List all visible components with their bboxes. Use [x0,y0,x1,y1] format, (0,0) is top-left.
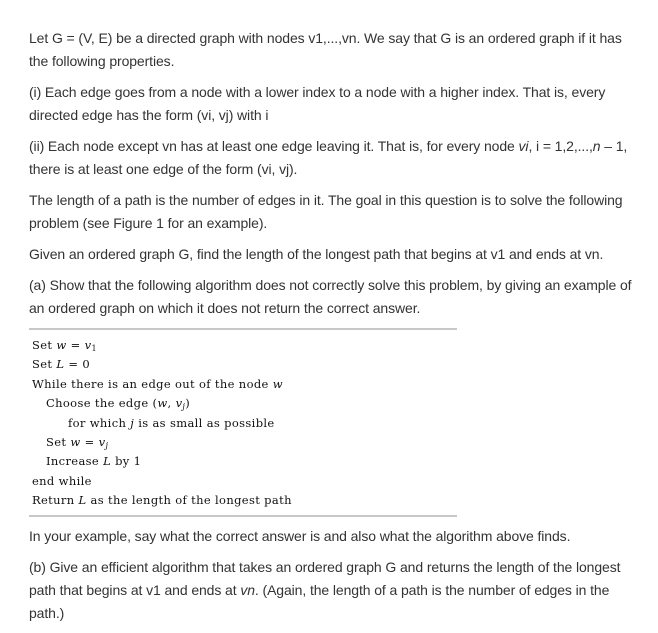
property-ii-node: vi [518,138,529,154]
algorithm-text: While there is an edge out of the node [32,376,273,391]
algorithm-variable: L [56,357,65,372]
algorithm-text: Return [32,493,79,508]
algorithm-text: by 1 [111,454,142,469]
algorithm-variable: j [130,415,135,430]
algorithm-line-2 [32,355,457,374]
algorithm-line-7 [32,452,457,471]
part-b-paragraph [29,556,634,625]
property-ii-text-start: (ii) Each node except vn has at least one edge leaving it. That is, for every node [29,138,519,154]
part-b-text-end: . (Again, the length of a path is the number of edges in the path.) [29,581,610,621]
property-ii-text-end: – 1, there is at least one edge of the form (vi, vj). [29,138,628,177]
algorithm-line-9 [32,491,457,510]
algorithm-subscript: j [105,440,109,450]
algorithm-variable: w [157,396,168,411]
algorithm-line-3 [32,375,457,394]
algorithm-text: Increase [46,454,104,469]
algorithm-variable: w [70,434,81,449]
intro-paragraph: Let G = (V, E) be a directed graph with nodes v1,...,vn. We say that G is an ordered graph if it has the following properties. [29,30,622,69]
example-note-paragraph: In your example, say what the correct answer is and also what the algorithm above finds. [29,527,571,544]
algorithm-line-5 [32,414,457,433]
property-ii-paragraph [29,135,634,181]
algorithm-text: = 0 [64,357,91,372]
algorithm-variable: w [272,376,283,391]
algorithm-variable: w [56,338,67,352]
part-b-text-start: (b) Give an efficient algorithm that takes an ordered graph G and returns the length of the longest path that begins at v1 and ends at [29,558,621,598]
algorithm-text: is as small as possible [134,415,275,430]
property-ii-text-mid: , i = 1,2,..., [528,138,593,154]
length-definition-paragraph: The length of a path is the number of edges in it. The goal in this question is to solve the following problem (see Figure 1 for an example). [29,192,623,231]
algorithm-text: as the length of the longest path [86,493,292,508]
algorithm-line-1 [32,336,457,355]
algorithm-variable: L [103,454,112,469]
algorithm-text: ) [185,396,191,411]
algorithm-text: , [167,396,176,411]
algorithm-keyword: Set [32,357,57,372]
algorithm-operator: = [80,434,99,449]
part-a-paragraph: (a) Show that the following algorithm does not correctly solve this problem, by giving an example of an ordered graph on which it does not return the correct answer. [29,277,632,316]
algorithm-variable: v [175,396,183,411]
algorithm-subscript: j [182,402,186,412]
algorithm-variable: v [84,338,92,352]
algorithm-keyword: Set [32,338,57,352]
algorithm-subscript: 1 [91,344,97,353]
algorithm-block [29,328,457,517]
problem-statement-paragraph: Given an ordered graph G, find the length of the longest path that begins at v1 and ends at vn. [29,246,604,262]
problem-document [29,27,634,633]
algorithm-text: for which [68,415,131,430]
algorithm-variable: L [78,493,87,508]
algorithm-text: end while [32,473,92,488]
algorithm-line-8 [32,472,457,491]
algorithm-operator: = [66,338,85,352]
algorithm-variable: v [98,434,106,449]
algorithm-line-4 [32,394,457,413]
algorithm-line-6 [32,433,457,452]
algorithm-keyword: Set [46,434,71,449]
property-i-paragraph: (i) Each edge goes from a node with a lower index to a node with a higher index. That is, every directed edge has the form (vi, vj) with i [29,84,606,123]
algorithm-text: Choose the edge ( [46,396,158,411]
property-ii-n: n [592,138,601,154]
part-b-node: vn [240,581,255,598]
